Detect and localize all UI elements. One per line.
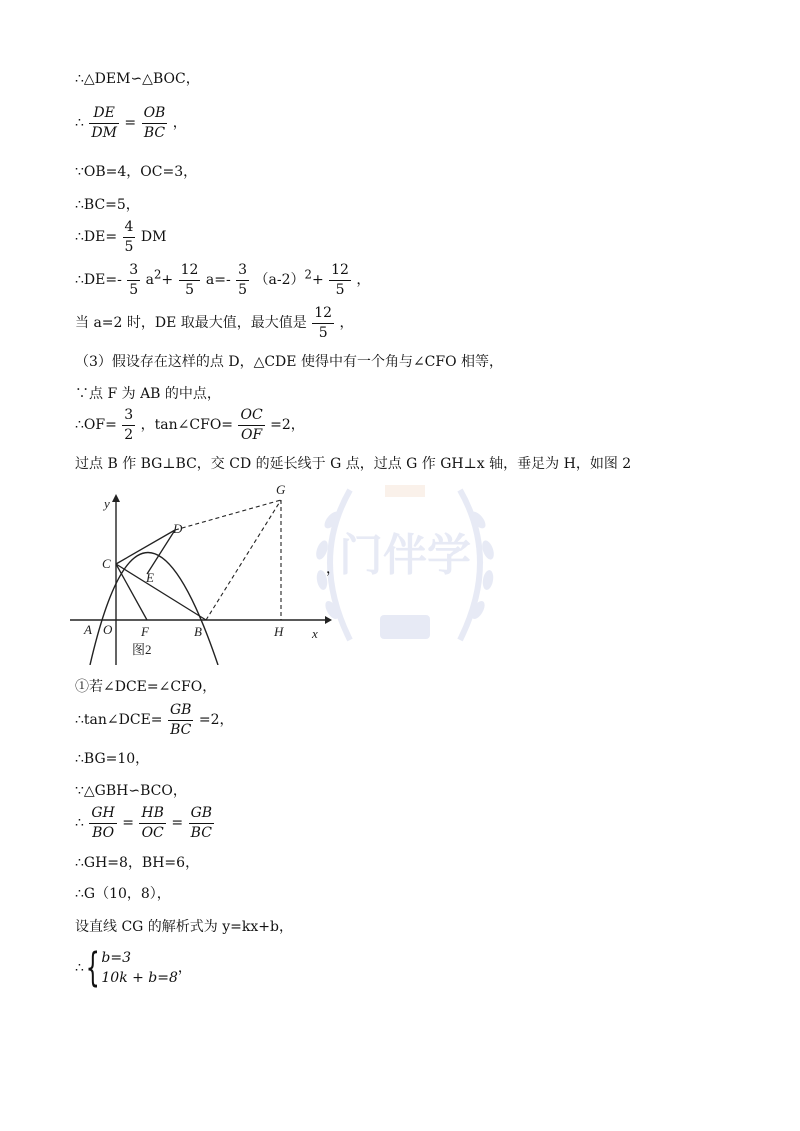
text: ∴ [75,815,84,832]
equation-row: 10k + b=8 [101,970,178,986]
fraction [236,263,249,297]
text: ， [356,272,371,289]
numerator: 3 [127,263,140,281]
denominator: 5 [124,238,134,255]
superscript: 2 [154,267,162,282]
denominator: DM [91,124,117,141]
text: + [161,272,174,289]
numerator: 3 [122,408,135,426]
line-max-value [75,306,354,340]
line-cg-equation: 设直线 CG 的解析式为 y=kx+b， [75,919,293,935]
numerator: 4 [123,220,136,238]
denominator: 5 [185,281,194,298]
text: + [311,272,324,289]
numerator: OB [142,106,168,124]
brace: { [85,945,100,991]
figure-2 [70,480,340,665]
line-of-tan [75,408,305,442]
numerator: 12 [329,263,351,281]
label-h: H [274,624,284,639]
line-tan-dce [75,703,234,737]
label-d: D [173,521,183,536]
denominator: 5 [318,324,328,341]
segment-dg [175,500,281,530]
label-c: C [102,556,111,571]
line-similar-dem-boc: ∴△DEM∽△BOC， [75,71,200,87]
fraction [127,263,140,297]
line-de-dm [75,220,166,254]
text: = [122,815,134,832]
label-g: G [276,482,286,497]
text: ∴ [75,115,84,132]
line-gh-bh: ∴GH=8，BH=6， [75,855,200,871]
text: ∴DE=- [75,272,122,289]
text: =2， [270,417,305,434]
text: ∴OF= [75,417,117,434]
fraction [189,806,214,840]
text: ∴tan∠DCE= [75,712,163,729]
watermark-text: 门伴学 [339,530,471,581]
text: （a-2） [254,272,305,289]
fraction [142,106,168,140]
line-similar-gbh: ∵△GBH∽BCO， [75,783,187,799]
line-f-midpoint: ∵点 F 为 AB 的中点， [75,386,221,402]
fraction [168,703,193,737]
y-axis-arrow [112,494,120,502]
text: ∴ [75,960,84,976]
fraction [179,263,201,297]
equation-system [101,951,178,985]
label-b: B [194,624,202,639]
text: ∴DE= [75,229,118,246]
label-e: E [146,570,154,585]
numerator: 12 [179,263,201,281]
label-f: F [141,624,149,639]
numerator: OC [238,408,264,426]
denominator: BO [92,824,115,841]
figure-comma: ， [326,561,340,577]
line-construction: 过点 B 作 BG⊥BC，交 CD 的延长线于 G 点，过点 G 作 GH⊥x 轴，垂足为 H，如图 2 [75,456,632,472]
text: ， [339,315,354,332]
text: a=- [205,272,231,289]
figure-caption: 图2 [132,642,152,657]
fraction [312,306,334,340]
text: DM [140,229,167,246]
text: ， [172,115,187,132]
numerator: 3 [236,263,249,281]
x-axis-arrow [325,616,332,624]
line-case-1: ①若∠DCE=∠CFO， [75,679,217,695]
fraction [238,408,264,442]
line-bg: ∴BG=10， [75,751,150,767]
text: ， [177,960,192,976]
label-y: y [104,496,110,511]
label-o: O [103,622,113,637]
line-part-3: （3）假设存在这样的点 D，△CDE 使得中有一个角与∠CFO 相等， [75,354,504,370]
line-ob-oc: ∵OB=4，OC=3， [75,164,198,180]
line-system [75,945,192,991]
fraction [89,806,116,840]
fraction [122,408,135,442]
numerator: HB [139,806,166,824]
fraction [123,220,136,254]
text: a [145,272,154,289]
fraction [89,106,119,140]
text: 当 a=2 时，DE 取最大值，最大值是 [75,315,307,332]
fraction [329,263,351,297]
text: ，tan∠CFO= [140,417,234,434]
segment-cb [116,564,206,620]
denominator: OF [240,426,263,443]
denominator: 5 [335,281,345,298]
superscript: 2 [304,267,312,282]
segment-de [147,530,175,574]
numerator: GB [168,703,193,721]
equation-row: b=3 [101,950,131,966]
line-ratios [75,806,215,840]
numerator: 12 [312,306,334,324]
text: = [171,815,184,832]
denominator: 2 [124,426,134,443]
line-bc: ∴BC=5， [75,197,140,213]
denominator: BC [170,721,192,738]
line-ratio-de-dm [75,106,187,140]
denominator: 5 [238,281,248,298]
label-a: A [84,622,92,637]
numerator: GB [189,806,214,824]
text: =2， [198,712,234,729]
line-g-coords: ∴G（10，8）， [75,886,171,902]
numerator: DE [89,106,119,124]
denominator: 5 [129,281,139,298]
denominator: BC [190,824,212,841]
segment-cd [116,530,175,564]
denominator: BC [143,124,166,141]
text: = [124,115,137,132]
numerator: GH [89,806,116,824]
line-de-expression [75,263,370,297]
denominator: OC [141,824,164,841]
label-x: x [312,626,318,641]
segment-cf [116,564,147,620]
fraction [139,806,166,840]
